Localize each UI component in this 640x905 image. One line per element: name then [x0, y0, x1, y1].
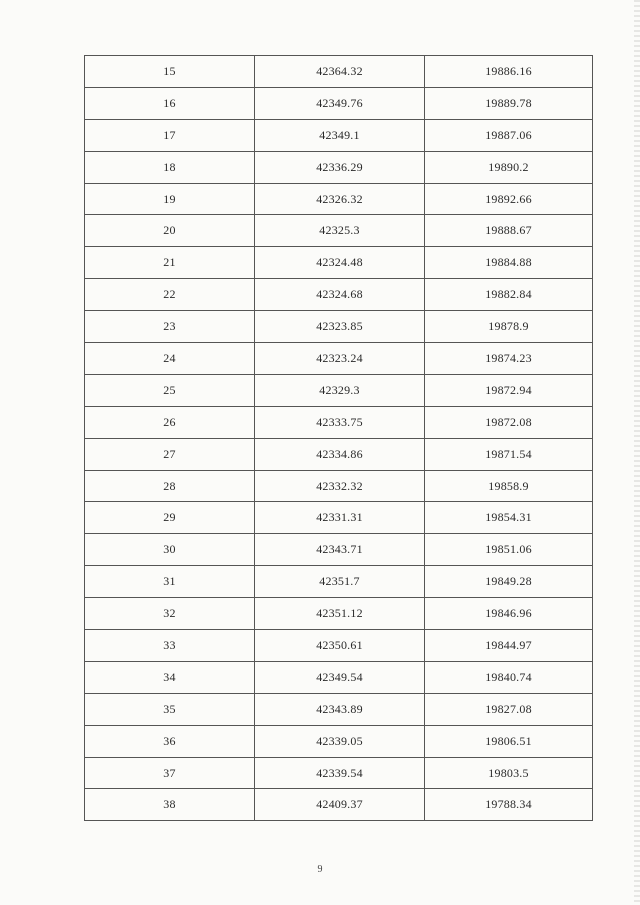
- point-number-cell: 20: [85, 215, 255, 247]
- table-row: [85, 470, 593, 502]
- y-coordinate-cell: 19840.74: [425, 661, 593, 693]
- table-row: [85, 566, 593, 598]
- y-coordinate-cell: 19846.96: [425, 598, 593, 630]
- point-number-cell: 34: [85, 661, 255, 693]
- point-number-cell: 17: [85, 119, 255, 151]
- point-number-cell: 38: [85, 789, 255, 821]
- x-coordinate-cell: 42349.54: [255, 661, 425, 693]
- point-number-cell: 28: [85, 470, 255, 502]
- point-number-cell: 26: [85, 406, 255, 438]
- x-coordinate-cell: 42349.76: [255, 87, 425, 119]
- y-coordinate-cell: 19806.51: [425, 725, 593, 757]
- x-coordinate-cell: 42339.05: [255, 725, 425, 757]
- table-row: [85, 279, 593, 311]
- x-coordinate-cell: 42332.32: [255, 470, 425, 502]
- y-coordinate-cell: 19884.88: [425, 247, 593, 279]
- point-number-cell: 18: [85, 151, 255, 183]
- point-number-cell: 31: [85, 566, 255, 598]
- point-number-cell: 27: [85, 438, 255, 470]
- coordinate-table: [84, 55, 593, 821]
- table-row: [85, 598, 593, 630]
- x-coordinate-cell: 42323.85: [255, 311, 425, 343]
- x-coordinate-cell: 42364.32: [255, 56, 425, 88]
- point-number-cell: 21: [85, 247, 255, 279]
- x-coordinate-cell: 42350.61: [255, 630, 425, 662]
- table-row: [85, 661, 593, 693]
- scan-edge-strip: [634, 0, 640, 905]
- point-number-cell: 24: [85, 343, 255, 375]
- table-row: [85, 789, 593, 821]
- y-coordinate-cell: 19872.08: [425, 406, 593, 438]
- x-coordinate-cell: 42326.32: [255, 183, 425, 215]
- point-number-cell: 30: [85, 534, 255, 566]
- point-number-cell: 37: [85, 757, 255, 789]
- y-coordinate-cell: 19882.84: [425, 279, 593, 311]
- table-row: [85, 693, 593, 725]
- x-coordinate-cell: 42351.7: [255, 566, 425, 598]
- table-row: [85, 534, 593, 566]
- x-coordinate-cell: 42336.29: [255, 151, 425, 183]
- point-number-cell: 25: [85, 374, 255, 406]
- table-row: [85, 343, 593, 375]
- point-number-cell: 33: [85, 630, 255, 662]
- table-row: [85, 87, 593, 119]
- x-coordinate-cell: 42329.3: [255, 374, 425, 406]
- y-coordinate-cell: 19849.28: [425, 566, 593, 598]
- point-number-cell: 16: [85, 87, 255, 119]
- point-number-cell: 19: [85, 183, 255, 215]
- y-coordinate-cell: 19890.2: [425, 151, 593, 183]
- table-row: [85, 374, 593, 406]
- y-coordinate-cell: 19886.16: [425, 56, 593, 88]
- table-row: [85, 502, 593, 534]
- y-coordinate-cell: 19803.5: [425, 757, 593, 789]
- x-coordinate-cell: 42343.71: [255, 534, 425, 566]
- x-coordinate-cell: 42351.12: [255, 598, 425, 630]
- table-row: [85, 56, 593, 88]
- point-number-cell: 29: [85, 502, 255, 534]
- y-coordinate-cell: 19788.34: [425, 789, 593, 821]
- point-number-cell: 15: [85, 56, 255, 88]
- point-number-cell: 32: [85, 598, 255, 630]
- x-coordinate-cell: 42334.86: [255, 438, 425, 470]
- page-number: 9: [317, 864, 323, 875]
- table-row: [85, 406, 593, 438]
- y-coordinate-cell: 19827.08: [425, 693, 593, 725]
- y-coordinate-cell: 19888.67: [425, 215, 593, 247]
- y-coordinate-cell: 19851.06: [425, 534, 593, 566]
- x-coordinate-cell: 42331.31: [255, 502, 425, 534]
- table-row: [85, 725, 593, 757]
- coordinate-table-body: [85, 56, 593, 821]
- y-coordinate-cell: 19854.31: [425, 502, 593, 534]
- point-number-cell: 23: [85, 311, 255, 343]
- y-coordinate-cell: 19844.97: [425, 630, 593, 662]
- table-row: [85, 151, 593, 183]
- point-number-cell: 35: [85, 693, 255, 725]
- y-coordinate-cell: 19858.9: [425, 470, 593, 502]
- x-coordinate-cell: 42333.75: [255, 406, 425, 438]
- y-coordinate-cell: 19892.66: [425, 183, 593, 215]
- point-number-cell: 22: [85, 279, 255, 311]
- x-coordinate-cell: 42409.37: [255, 789, 425, 821]
- y-coordinate-cell: 19878.9: [425, 311, 593, 343]
- y-coordinate-cell: 19889.78: [425, 87, 593, 119]
- y-coordinate-cell: 19872.94: [425, 374, 593, 406]
- table-row: [85, 757, 593, 789]
- x-coordinate-cell: 42343.89: [255, 693, 425, 725]
- table-row: [85, 311, 593, 343]
- table-row: [85, 183, 593, 215]
- table-row: [85, 215, 593, 247]
- y-coordinate-cell: 19871.54: [425, 438, 593, 470]
- table-row: [85, 119, 593, 151]
- x-coordinate-cell: 42324.68: [255, 279, 425, 311]
- x-coordinate-cell: 42339.54: [255, 757, 425, 789]
- x-coordinate-cell: 42349.1: [255, 119, 425, 151]
- y-coordinate-cell: 19887.06: [425, 119, 593, 151]
- x-coordinate-cell: 42325.3: [255, 215, 425, 247]
- y-coordinate-cell: 19874.23: [425, 343, 593, 375]
- table-row: [85, 438, 593, 470]
- x-coordinate-cell: 42323.24: [255, 343, 425, 375]
- table-row: [85, 630, 593, 662]
- table-row: [85, 247, 593, 279]
- point-number-cell: 36: [85, 725, 255, 757]
- x-coordinate-cell: 42324.48: [255, 247, 425, 279]
